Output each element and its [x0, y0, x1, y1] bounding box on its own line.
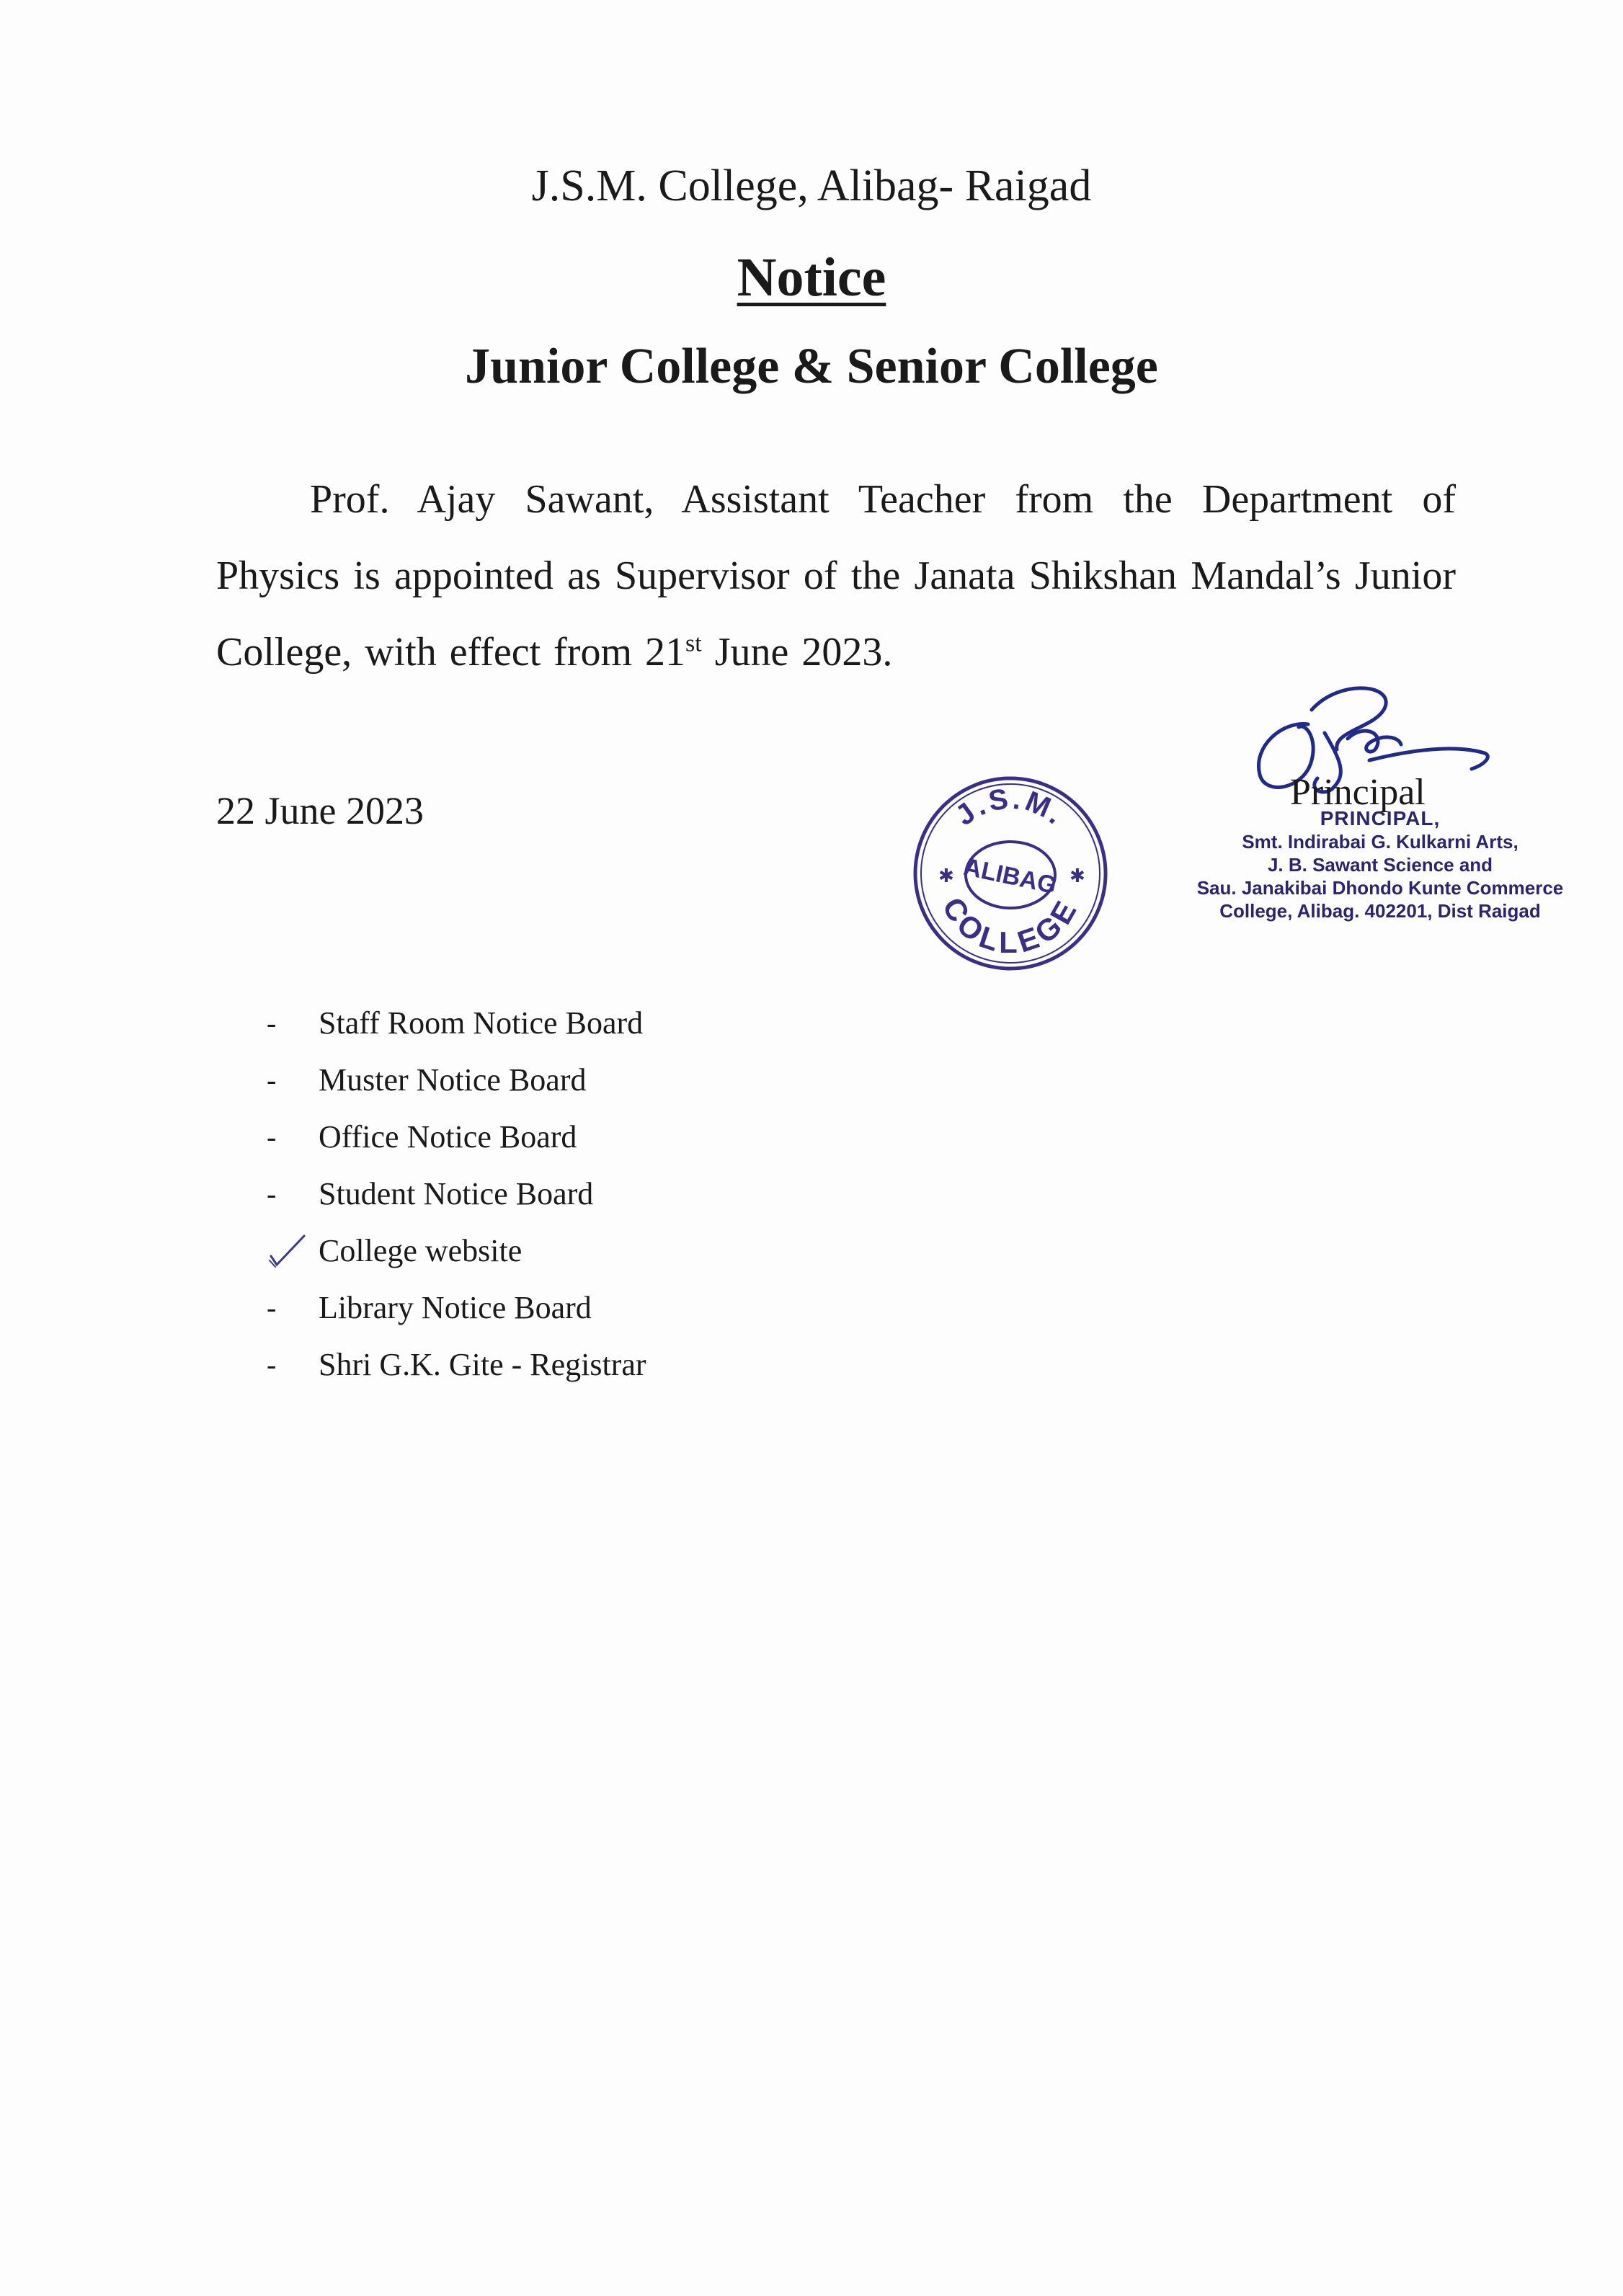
principal-stamp-line4: Sau. Janakibai Dhondo Kunte Commerce [1196, 877, 1564, 899]
body-text-main: Prof. Ajay Sawant, Assistant Teacher from the Department of Physics is appointed as Supervisor of the Janata Shikshan Mandal’s Junior College, with effect from 21 [216, 477, 1456, 675]
notice-date: 22 June 2023 [216, 789, 424, 832]
distribution-list [267, 995, 646, 1393]
notice-title [0, 245, 1623, 310]
dash-bullet: - [267, 1178, 277, 1210]
dash-bullet: - [267, 1291, 277, 1324]
notice-subtitle: Junior College & Senior College [465, 339, 1158, 394]
list-item-label: Office Notice Board [319, 1119, 577, 1154]
dash-bullet: - [267, 1121, 277, 1153]
signature-label: Principal [1290, 772, 1426, 813]
stamp-middle-text: ALIBAG [961, 853, 1059, 900]
body-text-superscript: st [685, 630, 702, 657]
dash-bullet: - [267, 1007, 277, 1039]
list-item [267, 1222, 646, 1279]
list-item [267, 1165, 646, 1222]
stamp-star-right: ✱ [1070, 865, 1085, 886]
list-item [267, 1279, 646, 1336]
check-icon [267, 1233, 319, 1269]
college-name: J.S.M. College, Alibag- Raigad [531, 161, 1092, 210]
svg-text:COLLEGE [936, 891, 1085, 959]
principal-stamp-line3: J. B. Sawant Science and [1267, 854, 1493, 876]
list-item-label: College website [319, 1233, 523, 1268]
principal-rubber-stamp [1142, 807, 1618, 922]
stamp-star-left: ✱ [938, 865, 954, 886]
notice-body [216, 461, 1456, 690]
list-item [267, 1051, 646, 1108]
list-item-label: Muster Notice Board [319, 1062, 587, 1098]
college-seal-stamp [910, 773, 1111, 974]
notice-title-text: Notice [737, 247, 886, 308]
list-item-label: Student Notice Board [319, 1176, 594, 1211]
principal-stamp-line2: Smt. Indirabai G. Kulkarni Arts, [1242, 831, 1518, 853]
dash-bullet: - [267, 1064, 277, 1096]
list-item-label: Library Notice Board [319, 1290, 592, 1325]
principal-stamp-line1: PRINCIPAL, [1320, 807, 1441, 829]
body-text-end: June 2023. [701, 630, 893, 675]
list-item [267, 1336, 646, 1393]
dash-bullet: - [267, 1348, 277, 1381]
list-item [267, 1108, 646, 1165]
principal-stamp-line5: College, Alibag. 402201, Dist Raigad [1219, 900, 1541, 922]
list-item [267, 995, 646, 1051]
stamp-bottom-text: COLLEGE [935, 891, 1085, 959]
list-item-label: Staff Room Notice Board [319, 1005, 644, 1041]
list-item-label: Shri G.K. Gite - Registrar [319, 1347, 646, 1382]
stamp-top-text: J.S.M. [949, 783, 1072, 832]
